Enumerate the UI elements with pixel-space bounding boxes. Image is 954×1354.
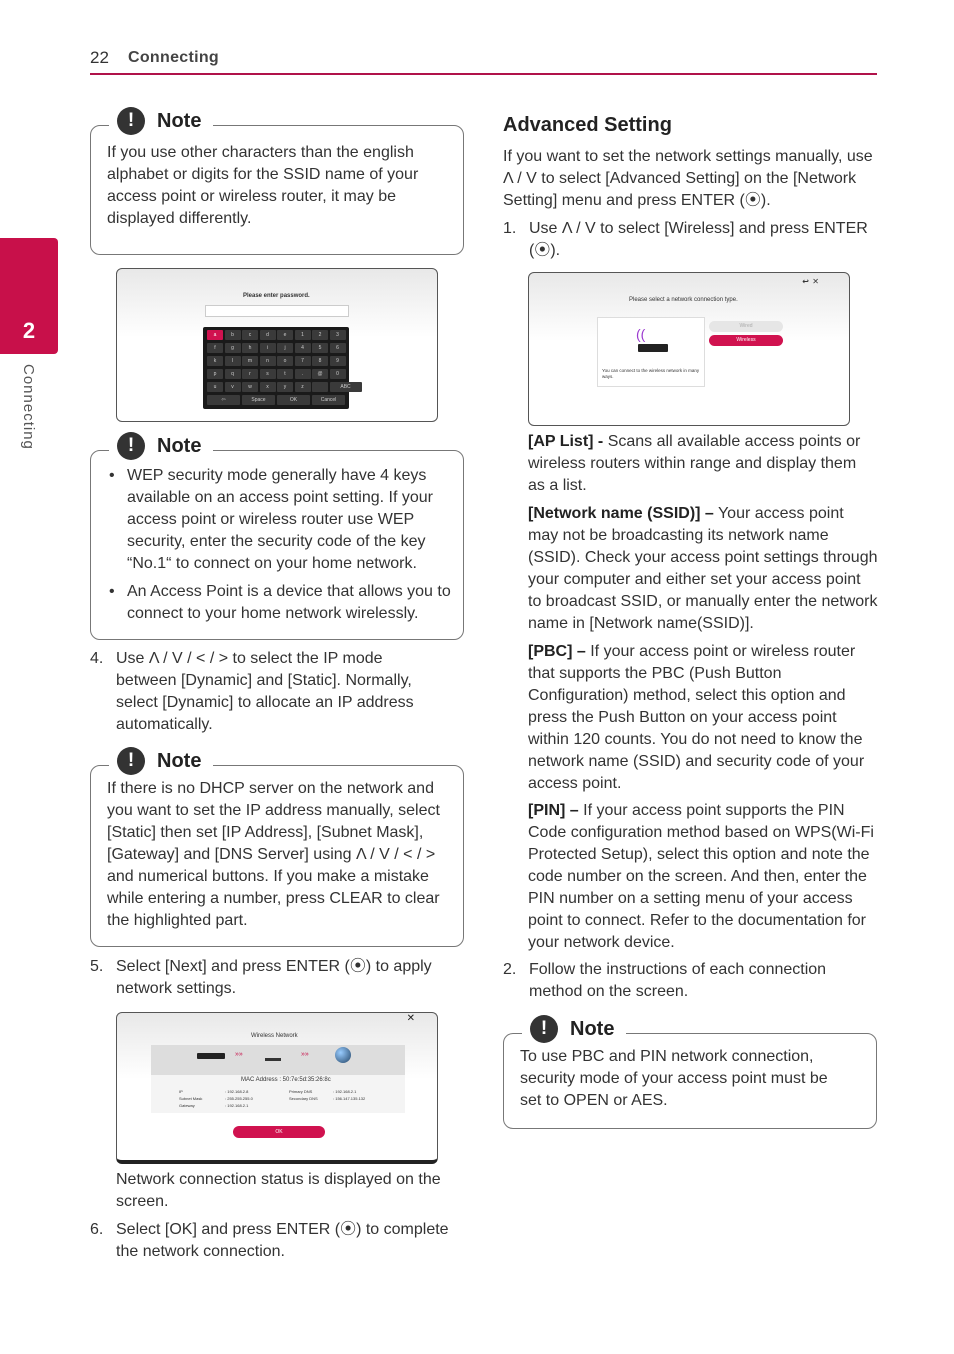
network-status-screen xyxy=(116,1012,438,1164)
keyboard-key[interactable]: Cancel xyxy=(312,395,345,405)
keyboard-key[interactable]: Space xyxy=(242,395,275,405)
ip-value: : 192.168.2.8 xyxy=(225,1089,249,1094)
back-icon: ↩ xyxy=(802,277,809,286)
arrows-icon: »» xyxy=(301,1051,309,1058)
keyboard-key[interactable]: v xyxy=(225,382,241,392)
subnet-value: : 255.255.255.0 xyxy=(225,1096,253,1101)
wired-button[interactable]: Wired xyxy=(709,321,783,332)
keyboard-key[interactable]: 5 xyxy=(312,343,328,353)
router-panel xyxy=(597,317,705,387)
ap-list-label: [AP List] - xyxy=(528,433,604,450)
keyboard-key[interactable]: z xyxy=(295,382,311,392)
password-screen xyxy=(116,268,438,422)
keyboard-key[interactable]: m xyxy=(242,356,258,366)
note-header xyxy=(109,744,213,778)
header-rule xyxy=(90,73,877,75)
keyboard-key[interactable]: q xyxy=(225,369,241,379)
subnet-label: Subnet Mask xyxy=(179,1096,203,1101)
keyboard-key[interactable]: c xyxy=(242,330,258,340)
step-number: 6. xyxy=(90,1221,104,1238)
keyboard-key[interactable]: 7 xyxy=(295,356,311,366)
note-header xyxy=(109,429,213,463)
exclamation-icon: ! xyxy=(117,432,145,460)
arrows-icon: »» xyxy=(235,1051,243,1058)
connection-prompt: Please select a network connection type. xyxy=(629,297,738,303)
gateway-label: Gateway xyxy=(179,1103,195,1108)
ssid-label: [Network name (SSID)] – xyxy=(528,505,714,522)
keyboard-key[interactable]: d xyxy=(260,330,276,340)
password-field xyxy=(205,305,349,317)
keyboard-key[interactable]: 6 xyxy=(330,343,346,353)
keyboard-key[interactable]: ⇦ xyxy=(207,395,240,405)
keyboard-key[interactable]: w xyxy=(242,382,258,392)
advanced-intro: If you want to set the network settings manually, use Λ / V to select [Advanced Setting] on the [Network Setting] menu and press ENTER (⦿). xyxy=(503,148,873,209)
keyboard-key[interactable]: h xyxy=(242,343,258,353)
wireless-button[interactable]: Wireless xyxy=(709,335,783,346)
keyboard-key[interactable]: l xyxy=(225,356,241,366)
step-text: Follow the instructions of each connection method on the screen. xyxy=(529,961,827,1000)
keyboard-key[interactable]: e xyxy=(277,330,293,340)
ap-list-desc xyxy=(528,431,874,497)
keyboard-key[interactable]: x xyxy=(260,382,276,392)
keyboard-key[interactable]: . xyxy=(295,369,311,379)
note-box xyxy=(90,749,464,947)
ssid-text: Your access point may not be broadcasting its network name (SSID). Check your access point settings through your computer and either set your access point to broadcast SSID, or manually enter the network name in [Network name(SSID)]. xyxy=(528,505,878,632)
ok-button[interactable]: OK xyxy=(233,1126,325,1138)
pbc-desc xyxy=(528,641,878,795)
note-box xyxy=(90,109,464,255)
secondary-dns-value: : 156.147.135.132 xyxy=(333,1096,366,1101)
pin-text: If your access point supports the PIN Code configuration method based on WPS(Wi-Fi Protected Setup), select this option and note the code number on the screen. And then, enter the PIN number on a setting menu of your access point to connect. Refer to the documentation for your network device. xyxy=(528,802,874,951)
onscreen-keyboard xyxy=(203,327,349,409)
step-text: Select [Next] and press ENTER (⦿) to apply network settings. xyxy=(116,958,432,997)
ap-list-text: Scans all available access points or wireless routers within range and display them as a list. xyxy=(528,433,861,494)
keyboard-key[interactable]: s xyxy=(260,369,276,379)
keyboard-key[interactable]: a xyxy=(207,330,223,340)
secondary-dns-label: Secondary DNS xyxy=(289,1096,318,1101)
keyboard-key[interactable]: j xyxy=(277,343,293,353)
note-header xyxy=(522,1012,626,1046)
network-info-panel xyxy=(151,1075,405,1113)
network-graphic-band xyxy=(151,1045,405,1075)
keyboard-key[interactable]: ABC xyxy=(330,382,362,392)
keyboard-key[interactable]: OK xyxy=(277,395,310,405)
note-text: To use PBC and PIN network connection, security mode of your access point must be set to OPEN or AES. xyxy=(520,1048,828,1109)
chapter-number: 2 xyxy=(22,318,36,343)
chapter-label: Connecting xyxy=(20,364,37,450)
exclamation-icon: ! xyxy=(117,107,145,135)
note-box xyxy=(503,1017,877,1129)
ip-label: IP xyxy=(179,1089,183,1094)
step-text: Use Λ / V to select [Wireless] and press ENTER (⦿). xyxy=(529,220,868,259)
gateway-value: : 192.168.2.1 xyxy=(225,1103,249,1108)
keyboard-key[interactable]: i xyxy=(260,343,276,353)
network-title: Wireless Network xyxy=(251,1033,298,1039)
primary-dns-label: Primary DNS xyxy=(289,1089,313,1094)
note-title: Note xyxy=(570,1017,615,1040)
keyboard-key[interactable]: o xyxy=(277,356,293,366)
keyboard-key[interactable]: t xyxy=(277,369,293,379)
note-bullet: • An Access Point is a device that allows you to connect to your home network wirelessly. xyxy=(107,581,451,625)
note-bullet: • WEP security mode generally have 4 keys available on an access point setting. If your access point or wireless router use WEP security, enter the security code of the key “No.1“ to connect on your home network. xyxy=(107,465,451,575)
keyboard-key[interactable]: g xyxy=(225,343,241,353)
step-number: 4. xyxy=(90,650,104,667)
keyboard-key[interactable]: u xyxy=(207,382,223,392)
section-heading: Advanced Setting xyxy=(503,114,672,136)
keyboard-key[interactable]: @ xyxy=(312,369,328,379)
pbc-text: If your access point or wireless router that supports the PBC (Push Button Configuration) method, select this option and press the Push Button on your access point within 120 counts. You do not need to know the network name (SSID) and security code of your access point. xyxy=(528,643,865,792)
note-text: If there is no DHCP server on the network and you want to set the IP address manually, select [Static] then set [IP Address], [Subnet Mask], [Gateway] and [DNS Server] using Λ / V / < / > and numerical buttons. If you make a mistake while entering a number, press CLEAR to clear the highlighted part. xyxy=(107,780,440,929)
exclamation-icon: ! xyxy=(530,1015,558,1043)
close-icon: ✕ xyxy=(406,1013,415,1024)
ssid-desc xyxy=(528,503,878,635)
note-header xyxy=(109,104,213,138)
primary-dns-value: : 192.168.2.1 xyxy=(333,1089,357,1094)
note-list xyxy=(107,465,451,631)
mac-address: MAC Address : 50:7e:5d:35:26:8c xyxy=(241,1077,331,1083)
step-number: 5. xyxy=(90,958,104,975)
note-box xyxy=(90,434,464,640)
exclamation-icon: ! xyxy=(117,747,145,775)
step-text: Use Λ / V / < / > to select the IP mode between [Dynamic] and [Static]. Normally, select [Dynamic] to allocate an IP address automatically. xyxy=(116,650,414,733)
keyboard-key[interactable]: n xyxy=(260,356,276,366)
wifi-icon: (( xyxy=(636,326,646,342)
keyboard-key[interactable]: y xyxy=(277,382,293,392)
player-icon xyxy=(197,1053,225,1059)
note-text: If you use other characters than the english alphabet or digits for the SSID name of your access point or wireless router, it may be displayed differently. xyxy=(107,144,419,227)
status-caption: Network connection status is displayed on the screen. xyxy=(116,1171,441,1210)
router-icon xyxy=(638,344,668,352)
note-title: Note xyxy=(157,749,202,772)
router-icon xyxy=(265,1049,281,1061)
step-number: 2. xyxy=(503,961,517,978)
keyboard-key[interactable]: p xyxy=(207,369,223,379)
pin-desc xyxy=(528,800,874,954)
keyboard-key[interactable]: 8 xyxy=(312,356,328,366)
password-prompt: Please enter password. xyxy=(243,293,310,299)
section-title: Connecting xyxy=(128,49,219,66)
step-text: Select [OK] and press ENTER (⦿) to complete the network connection. xyxy=(116,1221,449,1260)
pin-label: [PIN] – xyxy=(528,802,579,819)
connection-type-screen xyxy=(528,272,850,426)
keyboard-key[interactable] xyxy=(312,382,328,392)
page-number: 22 xyxy=(90,48,109,67)
keyboard-key[interactable]: r xyxy=(242,369,258,379)
keyboard-key[interactable]: 0 xyxy=(330,369,346,379)
note-title: Note xyxy=(157,109,202,132)
keyboard-key[interactable]: 3 xyxy=(330,330,346,340)
step-number: 1. xyxy=(503,220,517,237)
note-title: Note xyxy=(157,434,202,457)
keyboard-key[interactable]: 2 xyxy=(312,330,328,340)
keyboard-key[interactable]: 9 xyxy=(330,356,346,366)
pbc-label: [PBC] – xyxy=(528,643,586,660)
keyboard-key[interactable]: f xyxy=(207,343,223,353)
globe-icon xyxy=(335,1047,351,1063)
keyboard-key[interactable]: b xyxy=(225,330,241,340)
close-icon: ✕ xyxy=(812,277,819,286)
keyboard-key[interactable]: 1 xyxy=(295,330,311,340)
keyboard-key[interactable]: 4 xyxy=(295,343,311,353)
connection-desc: You can connect to the wireless network in many ways. xyxy=(602,368,700,379)
keyboard-key[interactable]: k xyxy=(207,356,223,366)
